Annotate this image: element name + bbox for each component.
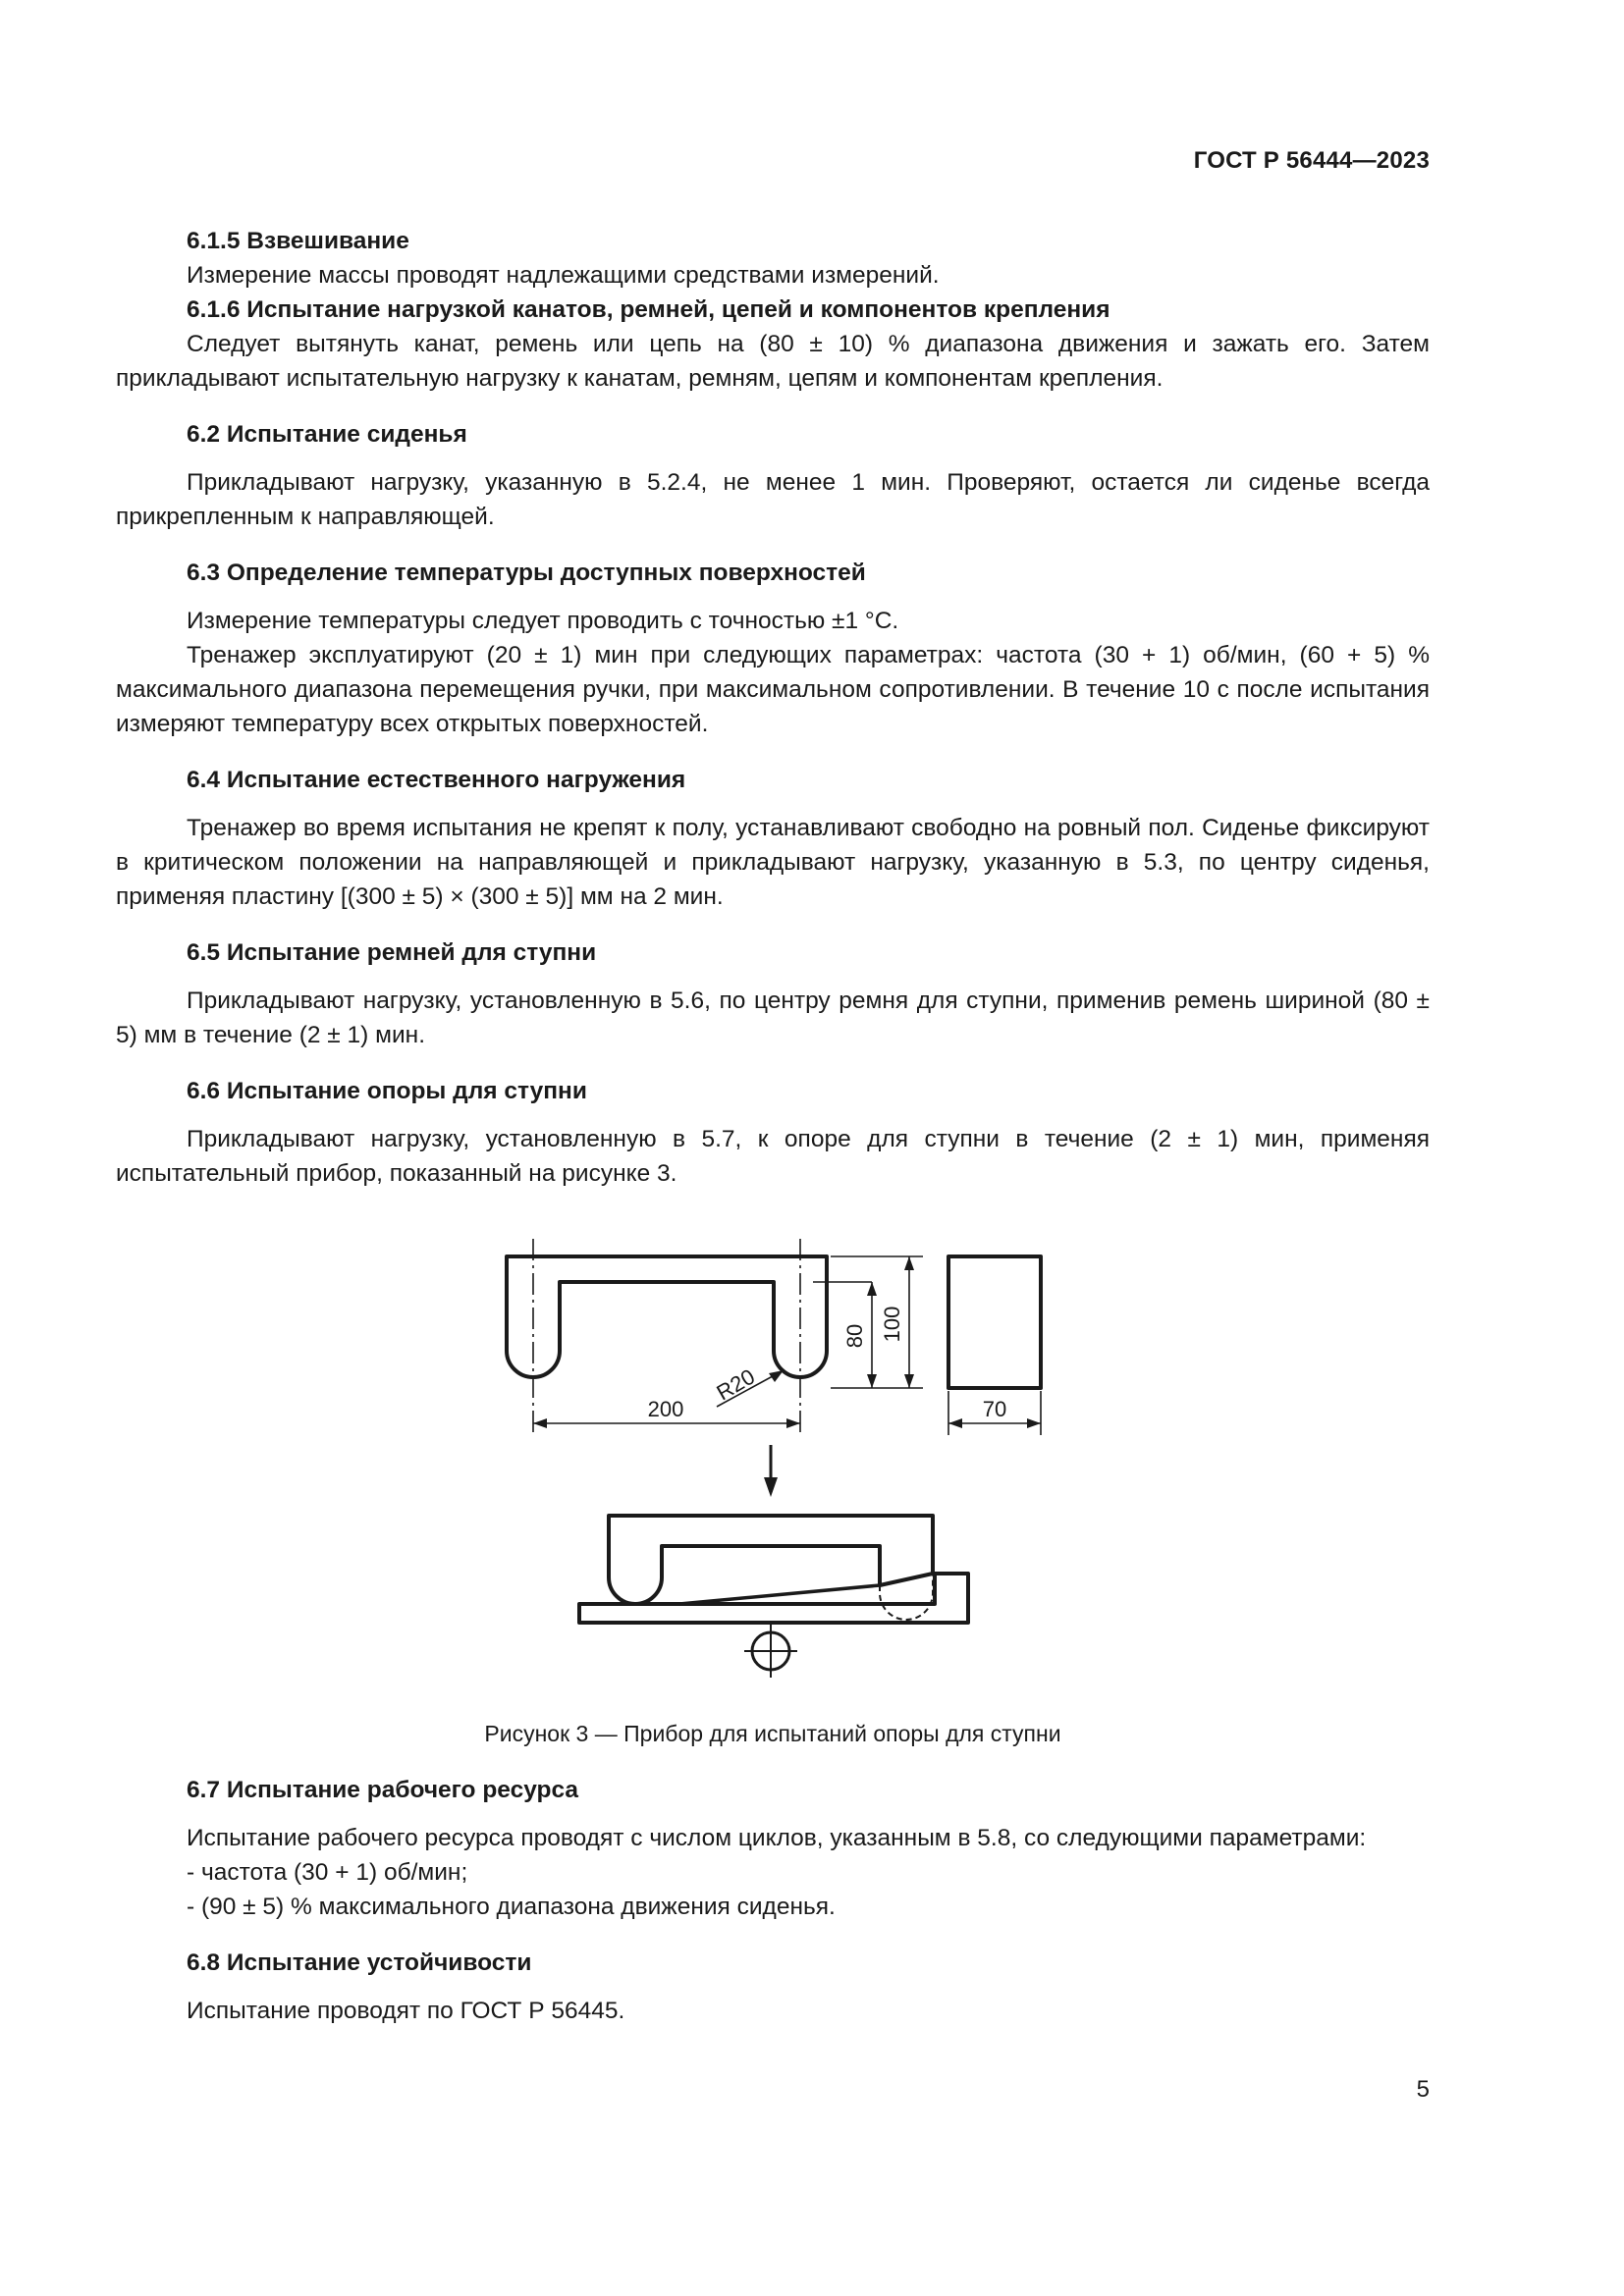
section-6-1-5-text: Измерение массы проводят надлежащими средствами измерений. (187, 262, 940, 289)
figure-3 (116, 1214, 1430, 1705)
section-6-8-title: 6.8 Испытание устойчивости (187, 1949, 532, 1976)
figure-3-drawing (116, 1214, 1430, 1705)
list-item: - частота (30 + 1) об/мин; (187, 1859, 468, 1886)
dim-70: 70 (982, 1397, 1007, 1421)
section-6-6-title: 6.6 Испытание опоры для ступни (187, 1078, 587, 1104)
section-6-5-title: 6.5 Испытание ремней для ступни (187, 939, 597, 966)
section-6-6-text: Прикладывают нагрузку, установленную в 5.7, к опоре для ступни в течение (2 ± 1) мин, применяя испытательный прибор, показанный на рисунке 3. (116, 1126, 1430, 1187)
device-top-view (507, 1256, 827, 1377)
section-6-1-6-text: Следует вытянуть канат, ремень или цепь на (80 ± 10) % диапазона движения и зажать его. Затем прикладывают испытательную нагрузку к канатам, ремням, цепям и компонентам крепления. (116, 331, 1430, 392)
section-6-3-para-2: Тренажер эксплуатируют (20 ± 1) мин при следующих параметрах: частота (30 + 1) об/мин, (60 + 5) % максимального диапазона перемещения ручки, при максимальном сопротивлении. В течение 10 с после испытания измеряют температуру всех открытых поверхностей. (116, 642, 1430, 737)
device-side-view (948, 1256, 1041, 1388)
section-6-7-list (116, 1855, 1430, 1924)
page-number: 5 (1416, 2076, 1430, 2103)
dim-200: 200 (647, 1397, 684, 1421)
section-6-1-6-title: 6.1.6 Испытание нагрузкой канатов, ремней, цепей и компонентов крепления (187, 296, 1110, 323)
figure-3-caption: Рисунок 3 — Прибор для испытаний опоры для ступни (484, 1721, 1061, 1746)
section-6-8-text: Испытание проводят по ГОСТ Р 56445. (187, 1998, 625, 2024)
load-arrow-icon (764, 1477, 778, 1497)
base-plate (579, 1574, 968, 1623)
section-6-3-para-1: Измерение температуры следует проводить с точностью ±1 °С. (187, 608, 899, 634)
section-6-3-title: 6.3 Определение температуры доступных поверхностей (187, 560, 866, 586)
device-assembly (609, 1516, 933, 1604)
dim-r20: R20 (712, 1363, 759, 1406)
section-6-2-text: Прикладывают нагрузку, указанную в 5.2.4, не менее 1 мин. Проверяют, остается ли сиденье всегда прикрепленным к направляющей. (116, 469, 1430, 530)
section-6-5-text: Прикладывают нагрузку, установленную в 5.6, по центру ремня для ступни, применив ремень шириной (80 ± 5) мм в течение (2 ± 1) мин. (116, 988, 1430, 1048)
section-6-2-title: 6.2 Испытание сиденья (187, 421, 467, 448)
section-6-7-text: Испытание рабочего ресурса проводят с числом циклов, указанным в 5.8, со следующими параметрами: (187, 1825, 1367, 1851)
document-body (116, 224, 1430, 2028)
section-6-4-text: Тренажер во время испытания не крепят к полу, устанавливают свободно на ровный пол. Сиденье фиксируют в критическом положении на направляющей и прикладывают нагрузку, указанную в 5.3, по центру сиденья, применяя пластину [(300 ± 5) × (300 ± 5)] мм на 2 мин. (116, 815, 1430, 910)
section-6-7-title: 6.7 Испытание рабочего ресурса (187, 1777, 579, 1803)
section-6-1-5-title: 6.1.5 Взвешивание (187, 228, 409, 254)
section-6-4-title: 6.4 Испытание естественного нагружения (187, 767, 686, 793)
dim-100: 100 (880, 1306, 904, 1343)
dim-80: 80 (842, 1323, 867, 1349)
document-header: ГОСТ Р 56444—2023 (1193, 147, 1430, 174)
list-item: - (90 ± 5) % максимального диапазона движения сиденья. (187, 1894, 836, 1920)
